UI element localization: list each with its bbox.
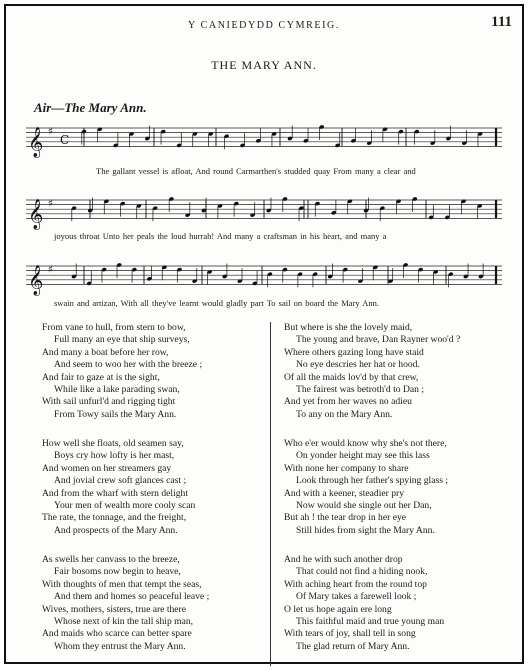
verse-line: Still hides from sight the Mary Ann.	[296, 524, 435, 536]
verse-line: The glad return of Mary Ann.	[296, 640, 410, 652]
verse-line: Fair bosoms now begin to heave,	[54, 566, 181, 578]
verse-line: And seem to woo her with the breeze ;	[54, 359, 203, 371]
verse-line: And yet from her waves no adieu	[284, 396, 412, 408]
common-time-icon: C	[60, 132, 70, 147]
verse-line: And jovial crew soft glances cast ;	[54, 475, 187, 487]
verse-line: The rate, the tonnage, and the freight,	[42, 512, 187, 524]
verse-line: And he with such another drop	[284, 554, 403, 565]
song-title: THE MARY ANN.	[211, 58, 317, 72]
verse-line: O let us hope again ere long	[284, 603, 392, 615]
treble-clef-icon: 𝄞	[28, 265, 44, 296]
music-staff-1	[26, 120, 506, 160]
lyric-line-2: joyous throat Unto her peals the loud hurrah! And many a craftsman in his heart, and many a	[54, 231, 387, 241]
verse-line: To any on the Mary Ann.	[296, 408, 393, 420]
verse-line: The young and brave, Dan Rayner woo'd ?	[296, 334, 461, 346]
lyric-line-3: swain and artizan, With all they've learnt would gladly part To sail on board the Mary Ann.	[54, 298, 380, 308]
verse-line: And with a keener, steadier pry	[284, 487, 405, 499]
verse-line: With tears of joy, shall tell in song	[284, 628, 416, 640]
hymnal-page	[4, 4, 524, 664]
verse-left-1	[42, 322, 202, 421]
sharp-icon: ♯	[48, 264, 53, 276]
verse-line: And prospects of the Mary Ann.	[54, 524, 178, 536]
verse-line: As swells her canvass to the breeze,	[42, 554, 180, 565]
verse-line: Look through her father's spying glass ;	[296, 475, 449, 487]
verse-right-2	[284, 438, 448, 537]
verse-line: This faithful maid and true young man	[296, 616, 445, 628]
music-staff-2	[26, 192, 506, 232]
sharp-icon: ♯	[48, 126, 53, 138]
treble-clef-icon: 𝄞	[28, 199, 44, 230]
verse-line: With aching heart from the round top	[284, 578, 427, 590]
verse-line: Boys cry how lofty is her mast,	[54, 450, 175, 462]
verse-line: From vane to hull, from stern to bow,	[42, 322, 186, 333]
verse-line: On yonder height may see this lass	[296, 450, 430, 462]
verse-line: Who e'er would know why she's not there,	[284, 438, 447, 449]
verse-line: Where others gazing long have staid	[284, 346, 424, 358]
page-number: 111	[491, 14, 512, 30]
verse-line: With sail unfurl'd and rigging tight	[42, 396, 176, 408]
verse-line: Whose next of kin the tall ship man,	[54, 616, 194, 628]
sharp-icon: ♯	[48, 198, 53, 210]
verse-line: From Towy sails the Mary Ann.	[54, 408, 177, 420]
verse-line: Now would she single out her Dan,	[296, 500, 432, 512]
verse-line: But ah ! the tear drop in her eye	[284, 512, 407, 524]
treble-clef-icon: 𝄞	[28, 127, 44, 158]
verse-right-1	[284, 322, 460, 421]
music-staff-3	[26, 258, 506, 298]
verse-line: And maids who scarce can better spare	[42, 628, 192, 640]
verse-line: The fairest was betroth'd to Dan ;	[296, 384, 425, 396]
verse-line: And from the wharf with stern delight	[42, 487, 189, 499]
verse-line: How well she floats, old seamen say,	[42, 438, 184, 449]
verse-line: And them and homes so peaceful leave ;	[54, 591, 210, 603]
verse-line: Wives, mothers, sisters, true are there	[42, 603, 187, 615]
verse-line: That could not find a hiding nook,	[296, 566, 428, 578]
verse-line: And women on her streamers gay	[42, 462, 172, 474]
air-label: Air—The Mary Ann.	[34, 100, 147, 115]
verse-line: And many a boat before her row,	[42, 346, 169, 358]
verse-line: Of all the maids lov'd by that crew,	[284, 371, 419, 383]
verse-line: With thoughts of men that tempt the seas,	[42, 578, 202, 590]
verse-line: Whom they entrust the Mary Ann.	[54, 640, 186, 652]
verse-line: Of Mary takes a farewell look ;	[296, 591, 417, 603]
column-divider	[270, 322, 271, 666]
verse-line: With none her company to share	[284, 462, 409, 474]
verse-line: While like a lake parading swan,	[54, 384, 180, 396]
verse-line: But where is she the lovely maid,	[284, 322, 413, 333]
verse-line: And fair to gaze at is the sight,	[42, 371, 160, 383]
running-head: Y CANIEDYDD CYMREIG.	[188, 20, 340, 31]
verse-left-3	[42, 554, 209, 653]
verse-line: No eye descries her hat or hood.	[296, 359, 420, 371]
verse-left-2	[42, 438, 195, 537]
verse-line: Your men of wealth more cooly scan	[54, 500, 196, 512]
lyric-line-1: The gallant vessel is afloat, And round Carmarthen's studded quay From many a clear and	[96, 166, 416, 176]
verse-line: Full many an eye that ship surveys,	[54, 334, 190, 346]
verse-right-3	[284, 554, 444, 653]
